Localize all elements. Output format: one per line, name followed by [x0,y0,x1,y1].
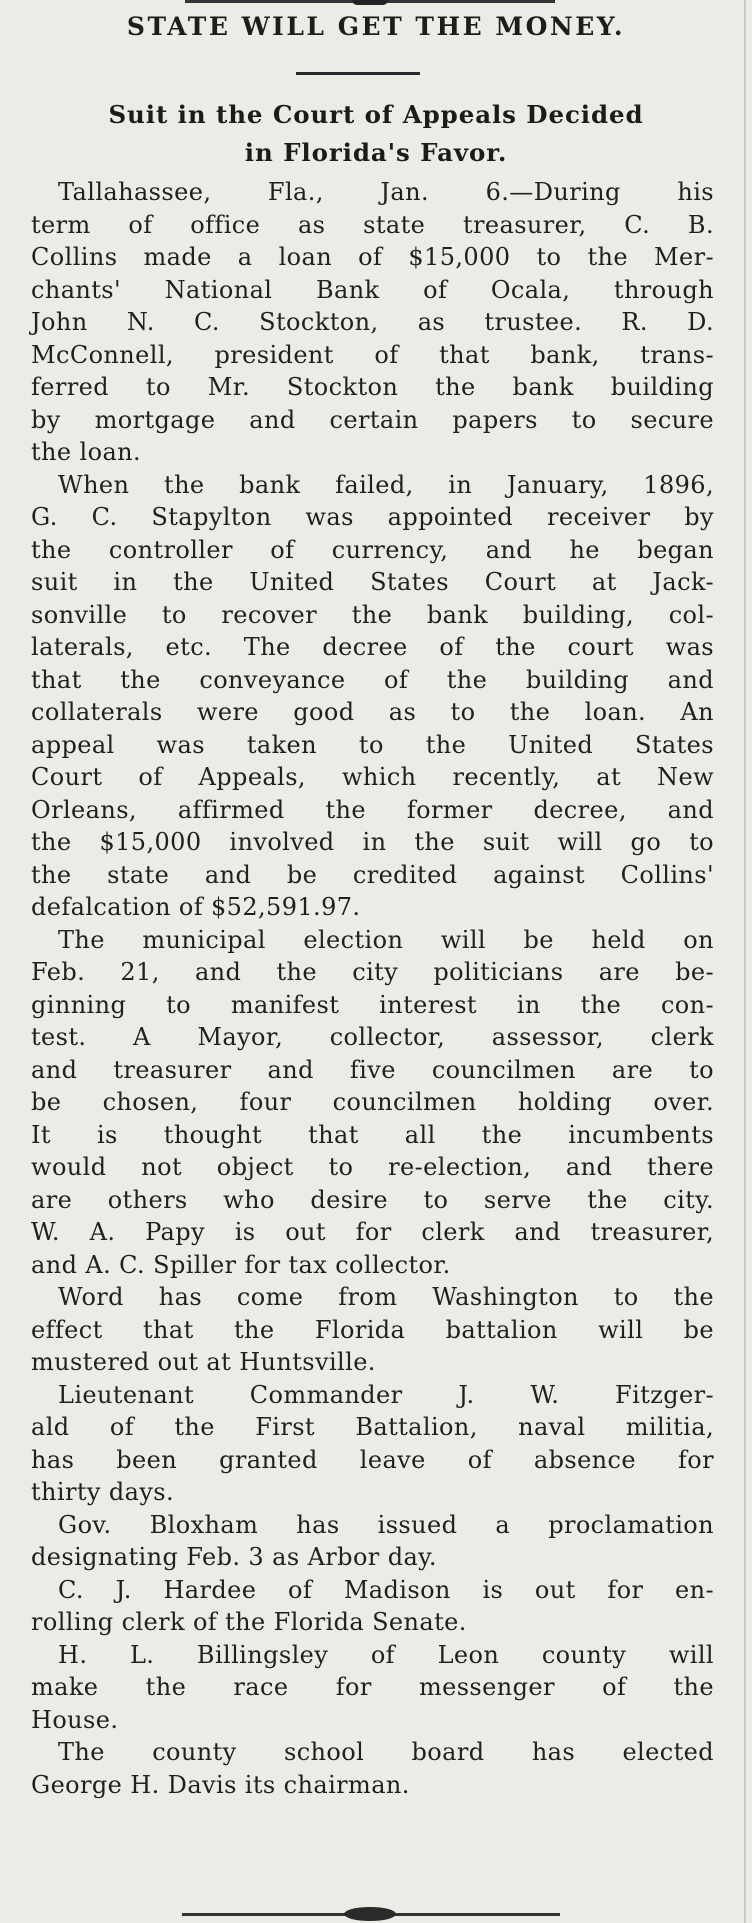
article-line: John N. C. Stockton, as trustee. R. D. [31,308,714,336]
article-line: It is thought that all the incumbents [31,1120,714,1149]
article-line: collaterals were good as to the loan. An [31,698,714,726]
headline-rule [296,72,420,75]
article-line: The county school board has elected [58,1738,714,1766]
article-line: Word has come from Washington to the [58,1283,714,1311]
column-edge [744,0,746,1923]
subhead-line: in Florida's Favor. [244,138,508,167]
article-line: that the conveyance of the building and [31,665,714,694]
article-line: ferred to Mr. Stockton the bank building [31,373,714,401]
article-line: chants' National Bank of Ocala, through [31,275,714,304]
subhead-line: Suit in the Court of Appeals Decided [108,100,644,129]
article-line: appeal was taken to the United States [31,730,714,759]
article-line: sonville to recover the bank building, col- [31,600,714,629]
article-line: rolling clerk of the Florida Senate. [31,1608,467,1636]
article-line: and A. C. Spiller for tax collector. [31,1250,451,1279]
article-line: laterals, etc. The decree of the court was [31,633,714,661]
article-line: George H. Davis its chairman. [31,1770,410,1799]
article-line: the state and be credited against Collins' [31,860,714,889]
article-line: When the bank failed, in January, 1896, [58,470,714,499]
top-divider-ornament [352,0,388,5]
article-line: House. [31,1705,119,1734]
article-line: be chosen, four councilmen holding over. [31,1088,714,1116]
article-headline: STATE WILL GET THE MONEY. [126,12,626,41]
article-line: The municipal election will be held on [58,925,714,954]
article-line: by mortgage and certain papers to secure [31,405,714,434]
article-line: W. A. Papy is out for clerk and treasurer, [31,1218,714,1246]
article-line: test. A Mayor, collector, assessor, clerk [31,1023,714,1051]
article-line: effect that the Florida battalion will be [31,1315,714,1344]
article-line: Feb. 21, and the city politicians are be- [31,958,714,986]
bottom-divider-ornament [344,1907,396,1921]
article-line: and treasurer and five councilmen are to [31,1055,714,1084]
article-line: C. J. Hardee of Madison is out for en- [58,1575,714,1604]
article-subhead [20,96,732,172]
article-line: would not object to re-election, and there [31,1153,714,1181]
article-line: Gov. Bloxham has issued a proclamation [58,1510,714,1539]
article-line: Collins made a loan of $15,000 to the Mer- [31,243,714,271]
article-line: defalcation of $52,591.97. [31,893,361,921]
article-line: Lieutenant Commander J. W. Fitzger- [58,1380,714,1409]
article-line: thirty days. [31,1478,175,1506]
article-line: term of office as state treasurer, C. B. [31,210,714,239]
article-line: G. C. Stapylton was appointed receiver by [31,503,714,531]
article-line: the controller of currency, and he began [31,535,714,564]
article-line: ginning to manifest interest in the con- [31,990,714,1019]
article-line: make the race for messenger of the [31,1673,714,1701]
article-line: Orleans, affirmed the former decree, and [31,795,714,824]
article-line: mustered out at Huntsville. [31,1348,376,1376]
article-line: McConnell, president of that bank, trans- [31,340,714,369]
article-body [31,176,714,1801]
article-line: the $15,000 involved in the suit will go to [31,828,714,856]
article-line: designating Feb. 3 as Arbor day. [31,1543,437,1571]
article-line: suit in the United States Court at Jack- [31,568,714,596]
article-line: Court of Appeals, which recently, at New [31,763,714,791]
article-line: the loan. [31,438,142,466]
article-line: H. L. Billingsley of Leon county will [58,1640,714,1669]
article-line: Tallahassee, Fla., Jan. 6.—During his [58,178,714,206]
article-line: has been granted leave of absence for [31,1445,714,1474]
article-line: ald of the First Battalion, naval militia, [31,1413,714,1441]
article-line: are others who desire to serve the city. [31,1185,714,1214]
